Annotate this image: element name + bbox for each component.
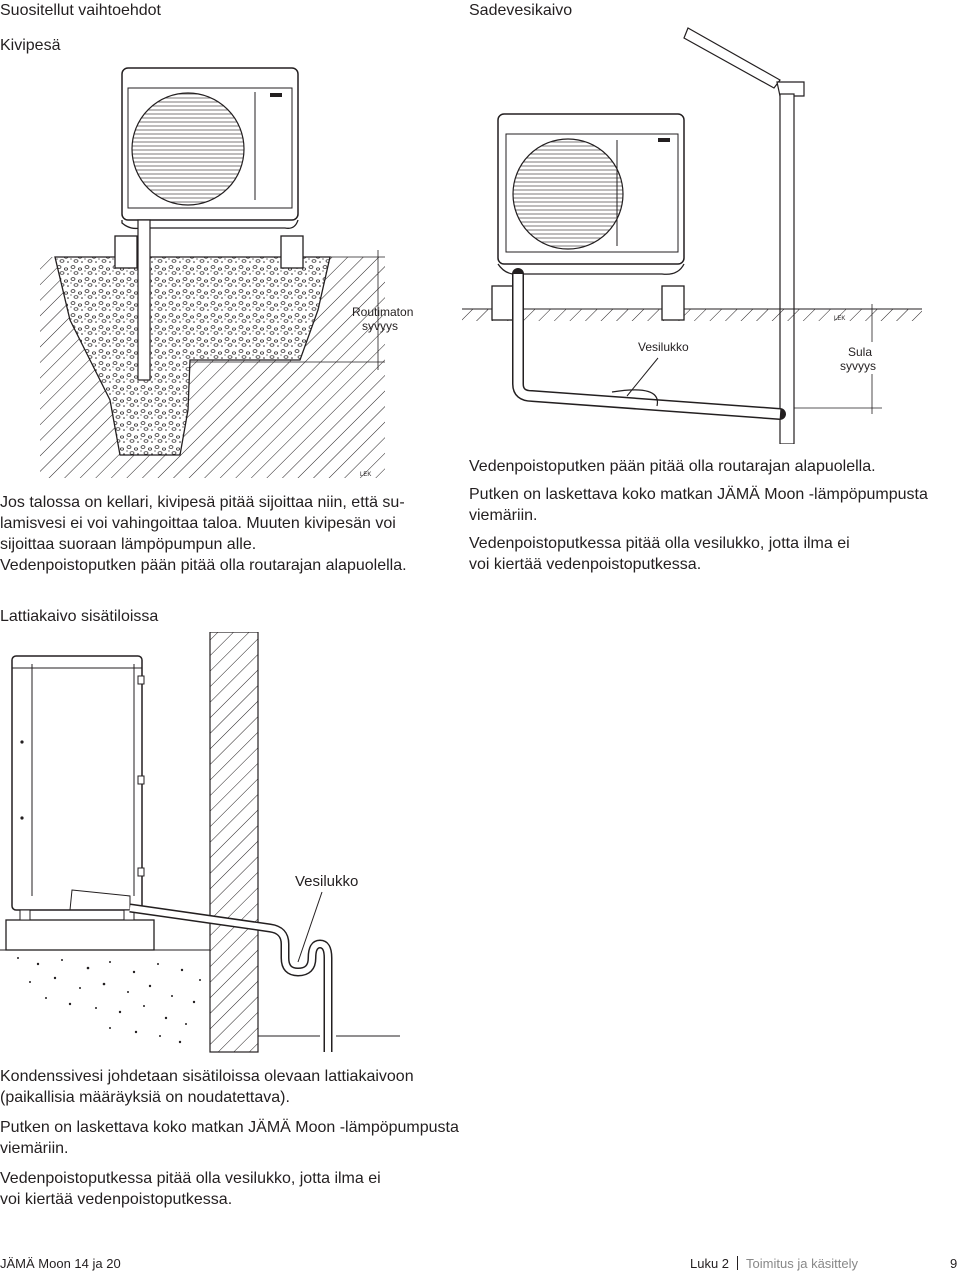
footer-separator [737, 1256, 738, 1270]
footer-chapter: Luku 2 [690, 1256, 730, 1271]
label-sula-2: syvyys [840, 359, 876, 373]
paragraph-line: viemäriin. [0, 1140, 69, 1157]
paragraph-line: Vedenpoistoputken pään pitää olla routarajan alapuolella. [0, 557, 407, 574]
label-sula-1: Sula [848, 345, 873, 359]
paragraph-line: lamisvesi ei voi vahingoittaa taloa. Muuten kivipesän voi [0, 515, 396, 532]
paragraph-line: Putken on laskettava koko matkan JÄMÄ Moon -lämpöpumpusta [0, 1119, 459, 1136]
label-vesilukko: Vesilukko [638, 340, 689, 354]
figure-rainwater-well [462, 24, 922, 444]
paragraph-rainwater-well [469, 456, 949, 575]
paragraph-line: Vedenpoistoputken pään pitää olla routarajan alapuolella. [469, 458, 876, 475]
paragraph-line: sijoittaa suoraan lämpöpumpun alle. [0, 536, 257, 553]
heading-recommended: Suositellut vaihtoehdot [0, 2, 161, 19]
figure1-code: LEK [360, 472, 372, 478]
footer-section: Toimitus ja käsittely [746, 1256, 859, 1271]
heading-rainwater-well: Sadevesikaivo [469, 2, 573, 19]
heading-floor-drain: Lattiakaivo sisätiloissa [0, 608, 159, 625]
paragraph-line: Putken on laskettava koko matkan JÄMÄ Moon -lämpöpumpusta [469, 486, 928, 503]
paragraph-line: Vedenpoistoputkessa pitää olla vesilukko, jotta ilma ei [0, 1170, 381, 1187]
paragraph-floor-drain [0, 1066, 480, 1210]
paragraph-line: viemäriin. [469, 507, 538, 524]
label-vesilukko-indoor: Vesilukko [295, 873, 359, 890]
paragraph-line: Kondenssivesi johdetaan sisätiloissa olevaan lattiakaivoon [0, 1068, 414, 1085]
label-routimaton-2: syvyys [362, 319, 398, 333]
footer-product: JÄMÄ Moon 14 ja 20 [0, 1256, 121, 1271]
label-routimaton-1: Routimaton [352, 305, 414, 319]
paragraph-line: voi kiertää vedenpoistoputkessa. [469, 556, 702, 573]
paragraph-line: (paikallisia määräyksiä on noudatettava). [0, 1089, 290, 1106]
footer-chapter-block [690, 1256, 858, 1272]
figure-floor-drain [0, 632, 400, 1057]
heading-gravel-pit: Kivipesä [0, 37, 61, 54]
paragraph-line: voi kiertää vedenpoistoputkessa. [0, 1191, 233, 1208]
paragraph-line: Vedenpoistoputkessa pitää olla vesilukko, jotta ilma ei [469, 535, 850, 552]
paragraph-line: Jos talossa on kellari, kivipesä pitää sijoittaa niin, että su- [0, 494, 405, 511]
paragraph-gravel-pit [0, 492, 440, 576]
figure2-code: LEK [834, 316, 846, 322]
footer-page-number: 9 [950, 1256, 958, 1271]
figure-gravel-pit [0, 60, 440, 490]
